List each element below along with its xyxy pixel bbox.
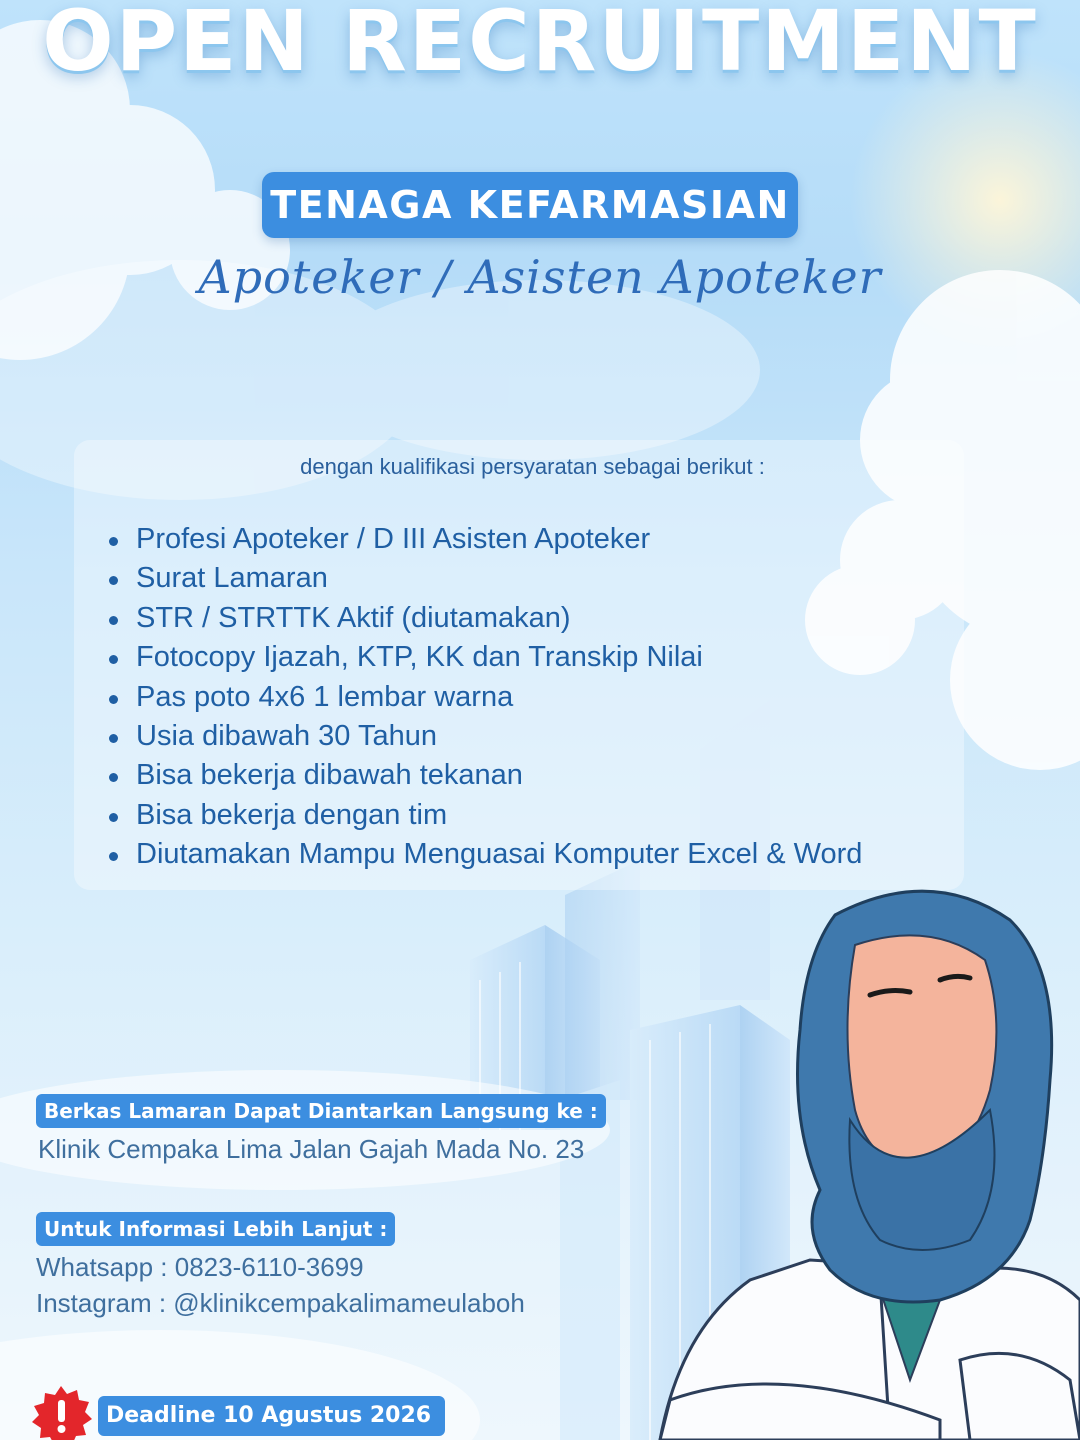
role-badge: TENAGA KEFARMASIAN <box>262 172 798 238</box>
position-subtitle: Apoteker / Asisten Apoteker <box>198 250 882 304</box>
list-item: Bisa bekerja dibawah tekanan <box>106 756 862 795</box>
requirements-list <box>106 520 862 875</box>
submission-label: Berkas Lamaran Dapat Diantarkan Langsung ke : <box>36 1094 606 1128</box>
whatsapp-contact: Whatsapp : 0823-6110-3699 <box>36 1252 364 1282</box>
pharmacist-illustration <box>640 860 1080 1440</box>
instagram-contact: Instagram : @klinikcempakalimameulaboh <box>36 1288 525 1318</box>
deadline-badge: Deadline 10 Agustus 2026 <box>98 1396 445 1436</box>
requirements-intro: dengan kualifikasi persyaratan sebagai berikut : <box>300 454 765 479</box>
alert-icon <box>30 1384 92 1440</box>
list-item: Usia dibawah 30 Tahun <box>106 717 862 756</box>
list-item: Diutamakan Mampu Menguasai Komputer Excel & Word <box>106 835 862 874</box>
list-item: Fotocopy Ijazah, KTP, KK dan Transkip Nilai <box>106 638 862 677</box>
list-item: Surat Lamaran <box>106 559 862 598</box>
page-title: OPEN RECRUITMENT <box>42 0 1038 90</box>
list-item: STR / STRTTK Aktif (diutamakan) <box>106 599 862 638</box>
contact-label: Untuk Informasi Lebih Lanjut : <box>36 1212 395 1246</box>
list-item: Profesi Apoteker / D III Asisten Apoteker <box>106 520 862 559</box>
clinic-address: Klinik Cempaka Lima Jalan Gajah Mada No. 23 <box>38 1134 585 1164</box>
list-item: Pas poto 4x6 1 lembar warna <box>106 678 862 717</box>
list-item: Bisa bekerja dengan tim <box>106 796 862 835</box>
